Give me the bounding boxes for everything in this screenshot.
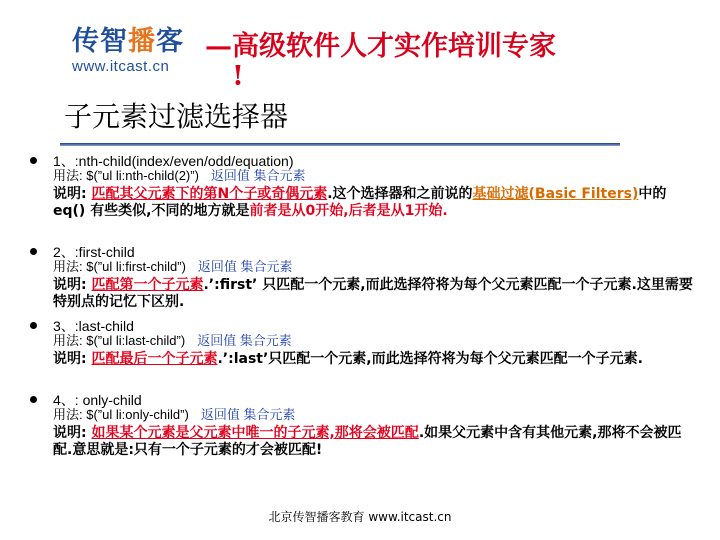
logo-chinese (72, 26, 202, 58)
logo-char-1: 传 (72, 26, 100, 57)
desc-text: .’:first’ 只匹配一个元素,而此选择符将为每个父元素匹配一个子元素.这里需要特别点的记忆下区别. (53, 277, 693, 310)
footer-text: 北京传智播客教育 www.itcast.cn (268, 510, 452, 524)
item-usage (53, 168, 306, 184)
return-value: 返回值 集合元素 (210, 168, 306, 183)
item-description (53, 186, 693, 220)
bullet-dot (30, 157, 37, 164)
item-heading: 4、: only-child (53, 392, 142, 408)
logo-char-4: 客 (156, 26, 184, 57)
item-description (53, 277, 693, 311)
item-description (53, 425, 693, 459)
bullet-dot (30, 322, 37, 329)
desc-text-2: 中的 eq() 有些类似,不同的地方就是 (53, 186, 667, 219)
usage-code: 用法: $(”ul li:last-child”) (53, 333, 186, 348)
item-heading: 2、:first-child (53, 244, 135, 260)
usage-code: 用法: $(”ul li:only-child”) (53, 407, 189, 422)
desc-label: 说明: (53, 351, 92, 367)
desc-text: .这个选择器和之前说的 (327, 186, 473, 202)
usage-code: 用法: $(”ul li:first-child”) (53, 259, 186, 274)
item-description (53, 351, 693, 368)
desc-label: 说明: (53, 425, 92, 441)
logo-char-2: 智 (100, 26, 128, 57)
desc-text: .’:last’只匹配一个元素,而此选择符将为每个父元素匹配一个子元素. (217, 351, 643, 367)
item-usage (53, 259, 293, 275)
return-value: 返回值 集合元素 (200, 407, 296, 422)
desc-highlight: 匹配最后一个子元素 (91, 351, 218, 367)
slogan-exclamation: ! (232, 61, 244, 92)
desc-text: .如果父元素中含有其他元素,那将不会被匹配.意思就是:只有一个子元素的才会被匹配! (53, 425, 682, 458)
logo-char-3: 播 (128, 26, 156, 57)
bullet-dot (30, 396, 37, 403)
desc-highlight-2: 前者是从0开始,后者是从1开始. (249, 203, 448, 219)
itcast-logo (72, 26, 202, 76)
return-value: 返回值 集合元素 (197, 259, 293, 274)
desc-highlight: 如果某个元素是父元素中唯一的子元素,那将会被匹配 (91, 425, 419, 441)
item-heading: 1、:nth-child(index/even/odd/equation) (53, 153, 294, 169)
usage-code: 用法: $(”ul li:nth-child(2)”) (53, 168, 199, 183)
page-title: 子元素过滤选择器 (64, 100, 289, 133)
desc-highlight: 匹配第一个子元素 (91, 277, 204, 293)
title-divider (60, 143, 620, 146)
slogan-heading: —高级软件人才实作培训专家 (205, 31, 556, 62)
desc-link-basic-filters: 基础过滤(Basic Filters) (472, 186, 639, 202)
return-value: 返回值 集合元素 (197, 333, 292, 348)
item-usage (53, 333, 292, 349)
desc-highlight: 匹配其父元素下的第N个子或奇偶元素 (91, 186, 328, 202)
logo-url: www.itcast.cn (72, 58, 170, 75)
item-usage (53, 407, 295, 423)
desc-label: 说明: (53, 277, 92, 293)
desc-label: 说明: (53, 186, 92, 202)
bullet-dot (30, 248, 37, 255)
item-heading: 3、:last-child (53, 318, 134, 334)
